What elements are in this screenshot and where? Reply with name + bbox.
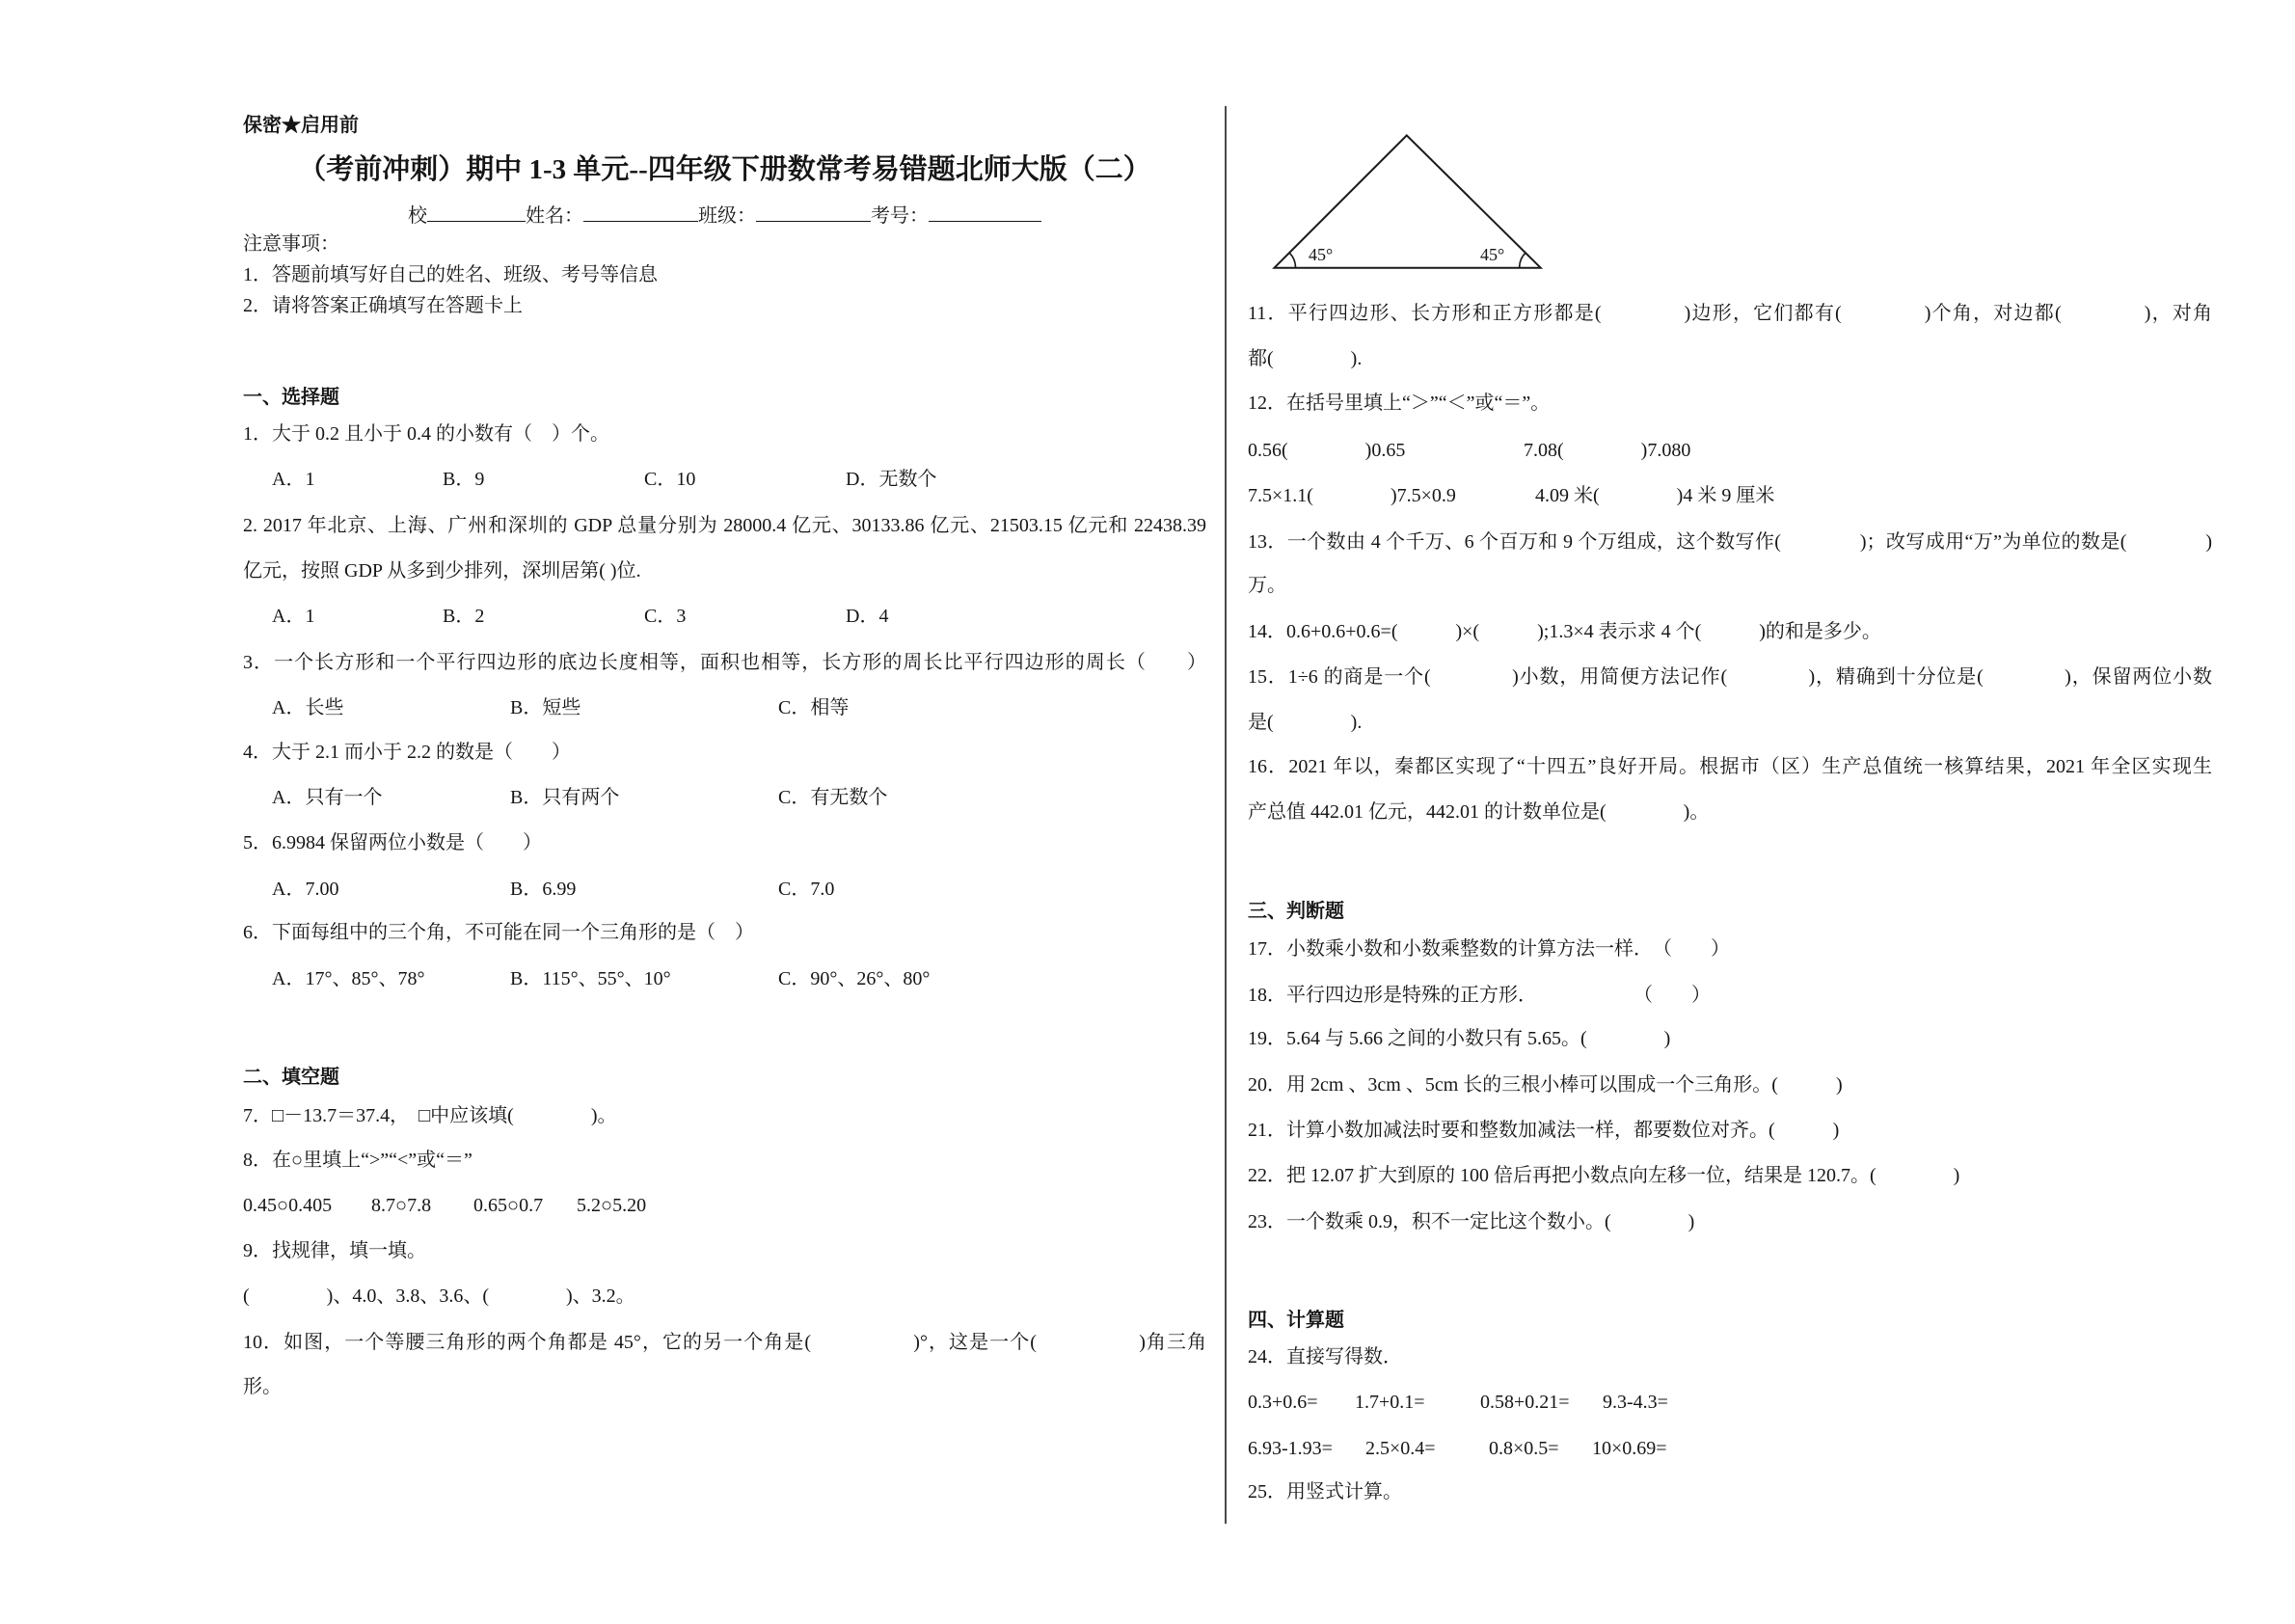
- school-blank: [427, 203, 526, 222]
- section-heading-judge: 三、判断题: [1248, 901, 1344, 922]
- question-21: 21．计算小数加减法时要和整数加减法一样，都要数位对齐。( ): [1248, 1120, 1840, 1141]
- question-2-stem-line-2: 亿元，按照 GDP 从多到少排列，深圳居第( )位.: [243, 560, 641, 582]
- question-8-item: 0.65○0.7: [473, 1195, 544, 1216]
- question-8-item: 5.2○5.20: [577, 1195, 647, 1216]
- question-5-option-b: B．6.99: [510, 879, 577, 900]
- question-8-item: 8.7○7.8: [371, 1195, 432, 1216]
- question-12-item: 4.09 米( )4 米 9 厘米: [1535, 485, 1775, 506]
- question-11-stem-line-1: 11．平行四边形、长方形和正方形都是( )边形，它们都有( )个角，对边都( )，对角: [1248, 303, 2212, 324]
- question-16-stem-line-2: 产总值 442.01 亿元，442.01 的计数单位是( )。: [1248, 801, 1710, 823]
- question-24-item: 6.93-1.93=: [1248, 1438, 1333, 1459]
- question-24-item: 0.8×0.5=: [1489, 1438, 1559, 1459]
- question-24-item: 10×0.69=: [1592, 1438, 1667, 1459]
- question-8-item: 0.45○0.405: [243, 1195, 333, 1216]
- question-6-option-c: C．90°、26°、80°: [778, 968, 931, 989]
- question-3-option-b: B．短些: [510, 697, 581, 718]
- question-4-option-b: B．只有两个: [510, 787, 620, 808]
- notice-title: 注意事项：: [243, 233, 339, 255]
- question-16-stem-line-1: 16．2021 年以，秦都区实现了“十四五”良好开局。根据市（区）生产总值统一核算结果，2021 年全区实现生: [1248, 756, 2212, 777]
- exam-number-label: 考号：: [871, 205, 929, 227]
- question-6-stem: 6．下面每组中的三个角，不可能在同一个三角形的是（ ）: [243, 922, 754, 943]
- question-10-stem-line-2: 形。: [243, 1376, 282, 1397]
- question-5-stem: 5．6.9984 保留两位小数是（ ）: [243, 832, 542, 853]
- question-2-option-b: B．2: [443, 606, 485, 627]
- question-12-item: 7.08( )7.080: [1524, 440, 1691, 461]
- notice-item: 1．答题前填写好自己的姓名、班级、考号等信息: [243, 264, 658, 285]
- section-heading-fill: 二、填空题: [243, 1067, 339, 1088]
- question-22: 22．把 12.07 扩大到原的 100 倍后再把小数点向左移一位，结果是 120.7。( ): [1248, 1165, 1960, 1186]
- question-8-stem: 8．在○里填上“>”“<”或“＝”: [243, 1150, 472, 1171]
- question-5-option-a: A．7.00: [272, 879, 339, 900]
- question-24-stem: 24．直接写得数．: [1248, 1346, 1402, 1367]
- question-11-stem-line-2: 都( ).: [1248, 348, 1363, 369]
- question-20: 20．用 2cm 、3cm 、5cm 长的三根小棒可以围成一个三角形。( ): [1248, 1074, 1843, 1096]
- right-angle-arc: [1520, 253, 1526, 268]
- question-6-option-a: A．17°、85°、78°: [272, 968, 425, 989]
- page-title: （考前冲刺）期中 1-3 单元--四年级下册数常考易错题北师大版（二）: [298, 154, 1151, 185]
- class-label: 班级：: [698, 205, 756, 227]
- question-12-item: 0.56( )0.65: [1248, 440, 1406, 461]
- question-13-stem-line-2: 万。: [1248, 575, 1286, 596]
- question-2-option-d: D．4: [846, 606, 889, 627]
- question-1-option-c: C．10: [644, 469, 696, 490]
- question-2-option-a: A．1: [272, 606, 315, 627]
- question-12-item: 7.5×1.1( )7.5×0.9: [1248, 485, 1456, 506]
- question-6-option-b: B．115°、55°、10°: [510, 968, 671, 989]
- school-label: 校: [408, 205, 427, 227]
- section-heading-calc: 四、计算题: [1248, 1310, 1344, 1331]
- question-3-stem: 3．一个长方形和一个平行四边形的底边长度相等，面积也相等，长方形的周长比平行四边形的周长（ ）: [243, 652, 1206, 673]
- question-7: 7．□－13.7＝37.4， □中应该填( )。: [243, 1105, 617, 1126]
- question-3-option-a: A．长些: [272, 697, 344, 718]
- left-angle-label: 45°: [1309, 245, 1334, 264]
- name-blank: [583, 203, 698, 222]
- question-24-item: 2.5×0.4=: [1365, 1438, 1436, 1459]
- right-angle-label: 45°: [1480, 245, 1505, 264]
- student-info-line: [243, 203, 1206, 228]
- question-18: 18．平行四边形是特殊的正方形． （ ）: [1248, 985, 1711, 1006]
- question-1-option-a: A．1: [272, 469, 315, 490]
- question-12-stem: 12．在括号里填上“＞”“＜”或“＝”。: [1248, 392, 1551, 414]
- question-9-sequence: ( )、4.0、3.8、3.6、( )、3.2。: [243, 1286, 635, 1307]
- question-4-option-c: C．有无数个: [778, 787, 888, 808]
- question-24-item: 1.7+0.1=: [1355, 1392, 1425, 1413]
- question-23: 23．一个数乘 0.9，积不一定比这个数小。( ): [1248, 1211, 1695, 1232]
- question-14: 14．0.6+0.6+0.6=( )×( );1.3×4 表示求 4 个( )的和是多少。: [1248, 621, 1881, 642]
- question-19: 19．5.64 与 5.66 之间的小数只有 5.65。( ): [1248, 1028, 1671, 1049]
- question-15-stem-line-1: 15．1÷6 的商是一个( )小数，用简便方法记作( )，精确到十分位是( )，保留两位小数: [1248, 666, 2212, 688]
- name-label: 姓名：: [526, 205, 583, 227]
- question-3-option-c: C．相等: [778, 697, 850, 718]
- question-4-stem: 4．大于 2.1 而小于 2.2 的数是（ ）: [243, 742, 571, 763]
- question-17: 17．小数乘小数和小数乘整数的计算方法一样． （ ）: [1248, 938, 1730, 960]
- question-1-option-b: B．9: [443, 469, 485, 490]
- notice-item: 2．请将答案正确填写在答题卡上: [243, 295, 523, 316]
- question-24-item: 0.58+0.21=: [1480, 1392, 1570, 1413]
- secret-label: 保密★启用前: [243, 115, 359, 136]
- question-24-item: 0.3+0.6=: [1248, 1392, 1318, 1413]
- class-blank: [756, 203, 871, 222]
- question-2-option-c: C．3: [644, 606, 687, 627]
- question-5-option-c: C．7.0: [778, 879, 835, 900]
- question-25: 25．用竖式计算。: [1248, 1481, 1402, 1502]
- question-15-stem-line-2: 是( ).: [1248, 712, 1363, 733]
- question-2-stem-line-1: 2. 2017 年北京、上海、广州和深圳的 GDP 总量分别为 28000.4 亿元、30133.86 亿元、21503.15 亿元和 22438.39: [243, 515, 1206, 536]
- question-9-stem: 9．找规律，填一填。: [243, 1240, 426, 1261]
- column-divider: [1225, 106, 1227, 1524]
- section-heading-choice: 一、选择题: [243, 387, 339, 408]
- left-angle-arc: [1289, 253, 1295, 268]
- question-1-option-d: D．无数个: [846, 469, 937, 490]
- exam-number-blank: [929, 203, 1041, 222]
- question-13-stem-line-1: 13．一个数由 4 个千万、6 个百万和 9 个万组成，这个数写作( )；改写成用“万”为单位的数是( ): [1248, 531, 2212, 553]
- question-24-item: 9.3-4.3=: [1603, 1392, 1668, 1413]
- question-4-option-a: A．只有一个: [272, 787, 383, 808]
- question-1-stem: 1．大于 0.2 且小于 0.4 的小数有（ ）个。: [243, 423, 609, 445]
- question-10-stem-line-1: 10．如图，一个等腰三角形的两个角都是 45°，它的另一个角是( )°，这是一个( )角三角: [243, 1332, 1206, 1353]
- isosceles-triangle-figure: [1254, 125, 1562, 280]
